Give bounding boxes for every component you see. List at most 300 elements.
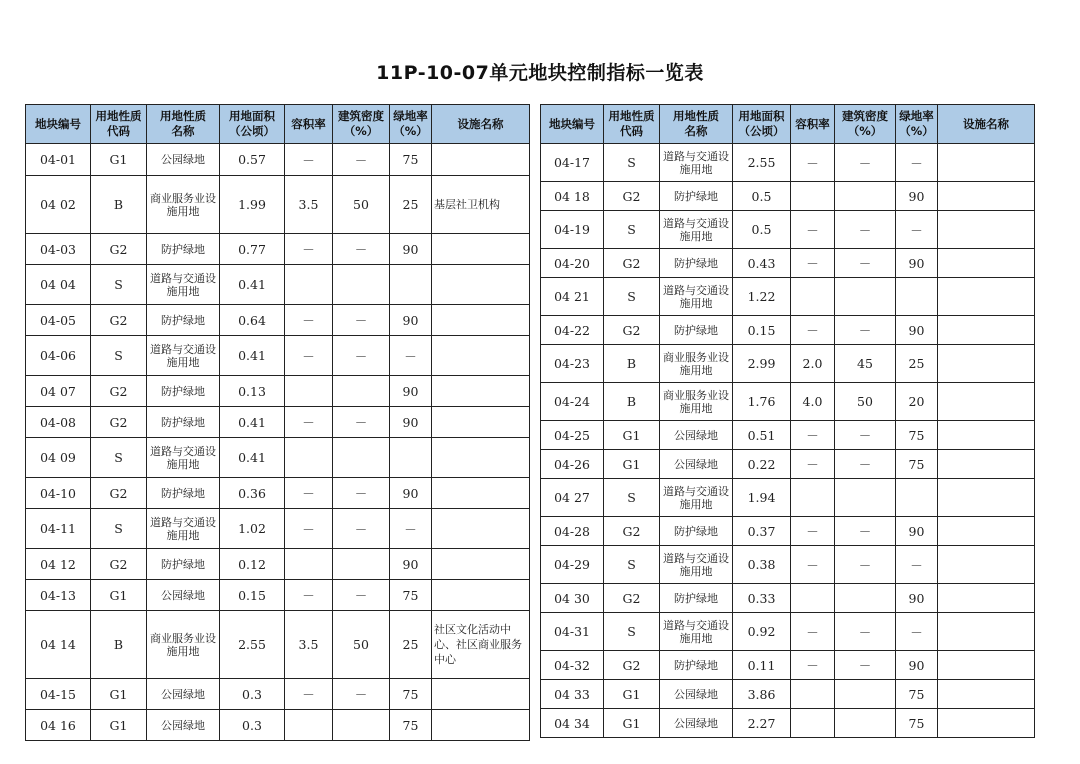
facility-name-cell — [938, 316, 1035, 345]
far-cell: 3.5 — [285, 176, 333, 234]
column-header-line2: （%） — [343, 124, 379, 138]
far-cell: 2.0 — [791, 345, 835, 383]
land-use-code-cell: G2 — [91, 407, 147, 438]
green-ratio-cell: － — [896, 144, 938, 182]
page-title: 11P-10-07单元地块控制指标一览表 — [376, 62, 704, 84]
far-cell: － — [285, 305, 333, 336]
land-use-name-cell: 防护绿地 — [147, 407, 220, 438]
parcel-id-cell: 04-10 — [26, 478, 91, 509]
density-cell — [835, 709, 896, 738]
facility-name-cell — [938, 345, 1035, 383]
area-cell: 1.76 — [733, 383, 791, 421]
parcel-id-cell: 04 16 — [26, 710, 91, 741]
parcel-id-cell: 04-13 — [26, 580, 91, 611]
facility-name-cell — [432, 438, 530, 478]
far-cell: － — [285, 679, 333, 710]
green-ratio-cell: 75 — [896, 709, 938, 738]
parcel-id-cell: 04 09 — [26, 438, 91, 478]
column-header-line2: （公顷） — [738, 124, 785, 138]
land-use-name-cell: 道路与交通设施用地 — [147, 336, 220, 376]
table-row — [541, 249, 1035, 278]
far-cell: － — [285, 580, 333, 611]
column-header — [333, 105, 390, 144]
far-cell: － — [285, 336, 333, 376]
far-cell: － — [285, 407, 333, 438]
facility-name-cell — [432, 710, 530, 741]
area-cell: 0.5 — [733, 182, 791, 211]
density-cell: － — [333, 679, 390, 710]
table-row — [541, 383, 1035, 421]
density-cell: － — [333, 509, 390, 549]
land-use-code-cell: G1 — [91, 710, 147, 741]
density-cell: － — [835, 249, 896, 278]
land-use-code-cell: G2 — [604, 651, 660, 680]
land-use-code-cell: S — [604, 546, 660, 584]
far-cell: － — [791, 211, 835, 249]
area-cell: 2.99 — [733, 345, 791, 383]
green-ratio-cell: 90 — [896, 584, 938, 613]
land-use-code-cell: G1 — [604, 450, 660, 479]
density-cell: 45 — [835, 345, 896, 383]
land-use-code-cell: S — [604, 278, 660, 316]
green-ratio-cell: 25 — [390, 611, 432, 679]
column-header-line1: 容积率 — [795, 116, 830, 131]
land-use-code-cell: S — [91, 438, 147, 478]
density-cell — [835, 182, 896, 211]
far-cell — [285, 265, 333, 305]
parcel-id-cell: 04-03 — [26, 234, 91, 265]
column-header-line2: （公顷） — [229, 124, 275, 138]
table-row — [26, 376, 530, 407]
green-ratio-cell: － — [896, 211, 938, 249]
column-header-line1: 设施名称 — [963, 116, 1009, 131]
area-cell: 0.33 — [733, 584, 791, 613]
area-cell: 2.55 — [733, 144, 791, 182]
table-row — [541, 584, 1035, 613]
land-use-name-cell: 防护绿地 — [660, 584, 733, 613]
land-use-name-cell: 商业服务业设施用地 — [660, 345, 733, 383]
green-ratio-cell: 75 — [896, 421, 938, 450]
parcel-id-cell: 04-06 — [26, 336, 91, 376]
column-header-line2: 名称 — [684, 124, 708, 138]
far-cell: － — [791, 249, 835, 278]
column-header-line1: 绿地率 — [393, 109, 428, 123]
land-use-name-cell: 防护绿地 — [660, 249, 733, 278]
area-cell: 0.5 — [733, 211, 791, 249]
land-use-name-cell: 公园绿地 — [147, 580, 220, 611]
facility-name-cell — [938, 546, 1035, 584]
table-row — [26, 580, 530, 611]
density-cell: － — [835, 613, 896, 651]
column-header-line1: 设施名称 — [457, 116, 504, 131]
density-cell: － — [333, 478, 390, 509]
column-header — [390, 105, 432, 144]
land-use-code-cell: G1 — [604, 709, 660, 738]
facility-name-cell — [938, 144, 1035, 182]
land-use-code-cell: G1 — [91, 144, 147, 176]
land-use-code-cell: G2 — [604, 249, 660, 278]
column-header — [26, 105, 91, 144]
facility-name-cell — [432, 679, 530, 710]
parcel-id-cell: 04 12 — [26, 549, 91, 580]
control-index-table-left — [25, 104, 530, 741]
facility-name-cell — [938, 383, 1035, 421]
green-ratio-cell: 90 — [896, 517, 938, 546]
density-cell — [835, 584, 896, 613]
table-row — [26, 478, 530, 509]
parcel-id-cell: 04 33 — [541, 680, 604, 709]
land-use-code-cell: B — [91, 611, 147, 679]
land-use-code-cell: S — [604, 613, 660, 651]
column-header-line1: 用地面积 — [738, 109, 785, 123]
area-cell: 0.13 — [220, 376, 285, 407]
table-row — [541, 709, 1035, 738]
column-header-line1: 用地面积 — [229, 109, 275, 123]
far-cell — [285, 710, 333, 741]
area-cell: 0.41 — [220, 407, 285, 438]
table-row — [541, 316, 1035, 345]
land-use-code-cell: S — [91, 509, 147, 549]
facility-name-cell — [432, 580, 530, 611]
land-use-code-cell: S — [604, 211, 660, 249]
parcel-id-cell: 04 07 — [26, 376, 91, 407]
area-cell: 0.36 — [220, 478, 285, 509]
column-header-line1: 用地性质 — [160, 109, 206, 123]
land-use-name-cell: 公园绿地 — [660, 709, 733, 738]
green-ratio-cell: 90 — [896, 651, 938, 680]
column-header-line1: 建筑密度 — [842, 109, 888, 123]
facility-name-cell — [432, 144, 530, 176]
far-cell: － — [285, 478, 333, 509]
green-ratio-cell: 75 — [896, 450, 938, 479]
column-header-line1: 建筑密度 — [338, 109, 384, 123]
green-ratio-cell: 25 — [390, 176, 432, 234]
parcel-id-cell: 04-20 — [541, 249, 604, 278]
density-cell — [835, 479, 896, 517]
facility-name-cell — [938, 211, 1035, 249]
far-cell: 4.0 — [791, 383, 835, 421]
column-header-line1: 绿地率 — [899, 109, 934, 123]
column-header — [541, 105, 604, 144]
density-cell: － — [835, 651, 896, 680]
far-cell — [285, 549, 333, 580]
land-use-code-cell: B — [91, 176, 147, 234]
land-use-code-cell: G2 — [604, 517, 660, 546]
density-cell: － — [835, 316, 896, 345]
table-row — [541, 517, 1035, 546]
area-cell: 0.57 — [220, 144, 285, 176]
column-header-line1: 用地性质 — [673, 109, 719, 123]
table-row — [26, 144, 530, 176]
land-use-name-cell: 防护绿地 — [147, 305, 220, 336]
land-use-code-cell: G2 — [91, 549, 147, 580]
density-cell: － — [333, 144, 390, 176]
table-row — [541, 651, 1035, 680]
column-header-line1: 地块编号 — [35, 116, 81, 131]
density-cell — [333, 549, 390, 580]
land-use-name-cell: 防护绿地 — [660, 651, 733, 680]
far-cell — [791, 182, 835, 211]
land-use-name-cell: 防护绿地 — [147, 376, 220, 407]
land-use-name-cell: 防护绿地 — [660, 517, 733, 546]
table-row — [26, 611, 530, 679]
density-cell: － — [835, 546, 896, 584]
parcel-id-cell: 04-29 — [541, 546, 604, 584]
green-ratio-cell: 90 — [390, 234, 432, 265]
density-cell: 50 — [333, 611, 390, 679]
land-use-name-cell: 防护绿地 — [660, 316, 733, 345]
area-cell: 0.38 — [733, 546, 791, 584]
area-cell: 0.92 — [733, 613, 791, 651]
green-ratio-cell: 90 — [390, 549, 432, 580]
area-cell: 0.3 — [220, 679, 285, 710]
table-row — [541, 278, 1035, 316]
area-cell: 0.22 — [733, 450, 791, 479]
area-cell: 0.11 — [733, 651, 791, 680]
far-cell: 3.5 — [285, 611, 333, 679]
land-use-name-cell: 道路与交通设施用地 — [147, 438, 220, 478]
facility-name-cell — [432, 376, 530, 407]
area-cell: 0.64 — [220, 305, 285, 336]
facility-name-cell: 社区文化活动中心、社区商业服务中心 — [432, 611, 530, 679]
table-row — [541, 680, 1035, 709]
land-use-name-cell: 道路与交通设施用地 — [660, 278, 733, 316]
area-cell: 2.27 — [733, 709, 791, 738]
green-ratio-cell: 25 — [896, 345, 938, 383]
column-header-line2: （%） — [899, 124, 934, 138]
area-cell: 0.41 — [220, 438, 285, 478]
density-cell: － — [333, 336, 390, 376]
facility-name-cell — [432, 549, 530, 580]
land-use-name-cell: 公园绿地 — [147, 144, 220, 176]
facility-name-cell — [938, 709, 1035, 738]
land-use-code-cell: B — [604, 383, 660, 421]
area-cell: 0.15 — [220, 580, 285, 611]
table-row — [26, 710, 530, 741]
facility-name-cell — [432, 478, 530, 509]
far-cell — [791, 479, 835, 517]
density-cell — [333, 710, 390, 741]
far-cell — [285, 438, 333, 478]
green-ratio-cell: 90 — [896, 182, 938, 211]
green-ratio-cell: 75 — [390, 679, 432, 710]
density-cell: － — [333, 407, 390, 438]
density-cell — [835, 680, 896, 709]
area-cell: 0.41 — [220, 265, 285, 305]
table-row — [541, 182, 1035, 211]
land-use-name-cell: 商业服务业设施用地 — [147, 611, 220, 679]
land-use-code-cell: G2 — [91, 478, 147, 509]
column-header — [896, 105, 938, 144]
table-row — [26, 234, 530, 265]
table-row — [26, 265, 530, 305]
column-header — [220, 105, 285, 144]
facility-name-cell — [938, 613, 1035, 651]
land-use-code-cell: G1 — [604, 421, 660, 450]
density-cell — [333, 376, 390, 407]
parcel-id-cell: 04-08 — [26, 407, 91, 438]
table-row — [26, 549, 530, 580]
parcel-id-cell: 04-22 — [541, 316, 604, 345]
parcel-id-cell: 04-19 — [541, 211, 604, 249]
land-use-name-cell: 防护绿地 — [147, 549, 220, 580]
land-use-name-cell: 道路与交通设施用地 — [660, 211, 733, 249]
table-row — [541, 345, 1035, 383]
column-header-line2: （%） — [847, 124, 883, 138]
table-row — [26, 438, 530, 478]
parcel-id-cell: 04 21 — [541, 278, 604, 316]
land-use-name-cell: 商业服务业设施用地 — [147, 176, 220, 234]
table-header-row — [541, 105, 1035, 144]
land-use-name-cell: 商业服务业设施用地 — [660, 383, 733, 421]
area-cell: 0.41 — [220, 336, 285, 376]
parcel-id-cell: 04-15 — [26, 679, 91, 710]
column-header — [604, 105, 660, 144]
land-use-code-cell: S — [91, 336, 147, 376]
green-ratio-cell: － — [896, 546, 938, 584]
facility-name-cell — [938, 680, 1035, 709]
land-use-name-cell: 道路与交通设施用地 — [660, 613, 733, 651]
parcel-id-cell: 04 27 — [541, 479, 604, 517]
column-header — [285, 105, 333, 144]
parcel-id-cell: 04 02 — [26, 176, 91, 234]
table-header-row — [26, 105, 530, 144]
facility-name-cell — [938, 182, 1035, 211]
parcel-id-cell: 04 18 — [541, 182, 604, 211]
column-header — [733, 105, 791, 144]
column-header-line1: 容积率 — [291, 116, 326, 131]
land-use-code-cell: G1 — [604, 680, 660, 709]
far-cell — [791, 278, 835, 316]
far-cell: － — [791, 613, 835, 651]
control-index-table-right — [540, 104, 1035, 738]
density-cell: － — [333, 234, 390, 265]
area-cell: 2.55 — [220, 611, 285, 679]
land-use-name-cell: 道路与交通设施用地 — [147, 509, 220, 549]
area-cell: 0.12 — [220, 549, 285, 580]
green-ratio-cell: 20 — [896, 383, 938, 421]
area-cell: 0.37 — [733, 517, 791, 546]
green-ratio-cell — [896, 479, 938, 517]
facility-name-cell — [432, 265, 530, 305]
far-cell: － — [285, 144, 333, 176]
area-cell: 0.77 — [220, 234, 285, 265]
green-ratio-cell: 75 — [896, 680, 938, 709]
land-use-name-cell: 防护绿地 — [660, 182, 733, 211]
land-use-code-cell: G1 — [91, 580, 147, 611]
column-header-line2: （%） — [393, 124, 428, 138]
far-cell — [285, 376, 333, 407]
far-cell — [791, 680, 835, 709]
area-cell: 0.3 — [220, 710, 285, 741]
area-cell: 0.51 — [733, 421, 791, 450]
land-use-name-cell: 道路与交通设施用地 — [660, 144, 733, 182]
land-use-name-cell: 防护绿地 — [147, 478, 220, 509]
facility-name-cell — [938, 584, 1035, 613]
far-cell: － — [791, 421, 835, 450]
facility-name-cell: 基层社卫机构 — [432, 176, 530, 234]
density-cell: － — [835, 211, 896, 249]
density-cell: － — [333, 580, 390, 611]
green-ratio-cell: 90 — [390, 305, 432, 336]
column-header-line1: 用地性质 — [95, 109, 142, 123]
parcel-id-cell: 04-17 — [541, 144, 604, 182]
column-header — [432, 105, 530, 144]
column-header-line2: 代码 — [107, 124, 130, 138]
facility-name-cell — [432, 305, 530, 336]
facility-name-cell — [938, 517, 1035, 546]
facility-name-cell — [938, 421, 1035, 450]
green-ratio-cell: 90 — [390, 407, 432, 438]
far-cell: － — [285, 234, 333, 265]
land-use-code-cell: S — [91, 265, 147, 305]
facility-name-cell — [938, 479, 1035, 517]
area-cell: 1.94 — [733, 479, 791, 517]
parcel-id-cell: 04 30 — [541, 584, 604, 613]
column-header-line1: 用地性质 — [608, 109, 655, 123]
column-header — [938, 105, 1035, 144]
table-row — [541, 613, 1035, 651]
table-row — [26, 305, 530, 336]
land-use-name-cell: 道路与交通设施用地 — [660, 546, 733, 584]
density-cell: 50 — [333, 176, 390, 234]
table-row — [26, 336, 530, 376]
green-ratio-cell: 90 — [390, 376, 432, 407]
column-header — [660, 105, 733, 144]
density-cell — [333, 438, 390, 478]
area-cell: 0.43 — [733, 249, 791, 278]
table-row — [26, 679, 530, 710]
parcel-id-cell: 04 14 — [26, 611, 91, 679]
density-cell: － — [835, 517, 896, 546]
land-use-code-cell: G1 — [91, 679, 147, 710]
table-row — [541, 450, 1035, 479]
area-cell: 1.02 — [220, 509, 285, 549]
parcel-id-cell: 04-24 — [541, 383, 604, 421]
facility-name-cell — [938, 278, 1035, 316]
green-ratio-cell — [390, 438, 432, 478]
column-header — [147, 105, 220, 144]
area-cell: 3.86 — [733, 680, 791, 709]
parcel-id-cell: 04-28 — [541, 517, 604, 546]
column-header — [835, 105, 896, 144]
parcel-id-cell: 04 04 — [26, 265, 91, 305]
green-ratio-cell: 90 — [390, 478, 432, 509]
far-cell: － — [791, 651, 835, 680]
table-row — [541, 144, 1035, 182]
area-cell: 1.22 — [733, 278, 791, 316]
land-use-name-cell: 防护绿地 — [147, 234, 220, 265]
land-use-name-cell: 公园绿地 — [660, 680, 733, 709]
parcel-id-cell: 04-01 — [26, 144, 91, 176]
column-header — [91, 105, 147, 144]
table-row — [541, 211, 1035, 249]
area-cell: 1.99 — [220, 176, 285, 234]
density-cell — [333, 265, 390, 305]
column-header-line2: 代码 — [620, 124, 643, 138]
table-row — [26, 176, 530, 234]
land-use-code-cell: B — [604, 345, 660, 383]
far-cell — [791, 709, 835, 738]
far-cell: － — [791, 546, 835, 584]
parcel-id-cell: 04-05 — [26, 305, 91, 336]
land-use-code-cell: G2 — [91, 234, 147, 265]
land-use-name-cell: 公园绿地 — [660, 421, 733, 450]
column-header — [791, 105, 835, 144]
green-ratio-cell — [896, 278, 938, 316]
facility-name-cell — [432, 509, 530, 549]
land-use-code-cell: G2 — [604, 316, 660, 345]
